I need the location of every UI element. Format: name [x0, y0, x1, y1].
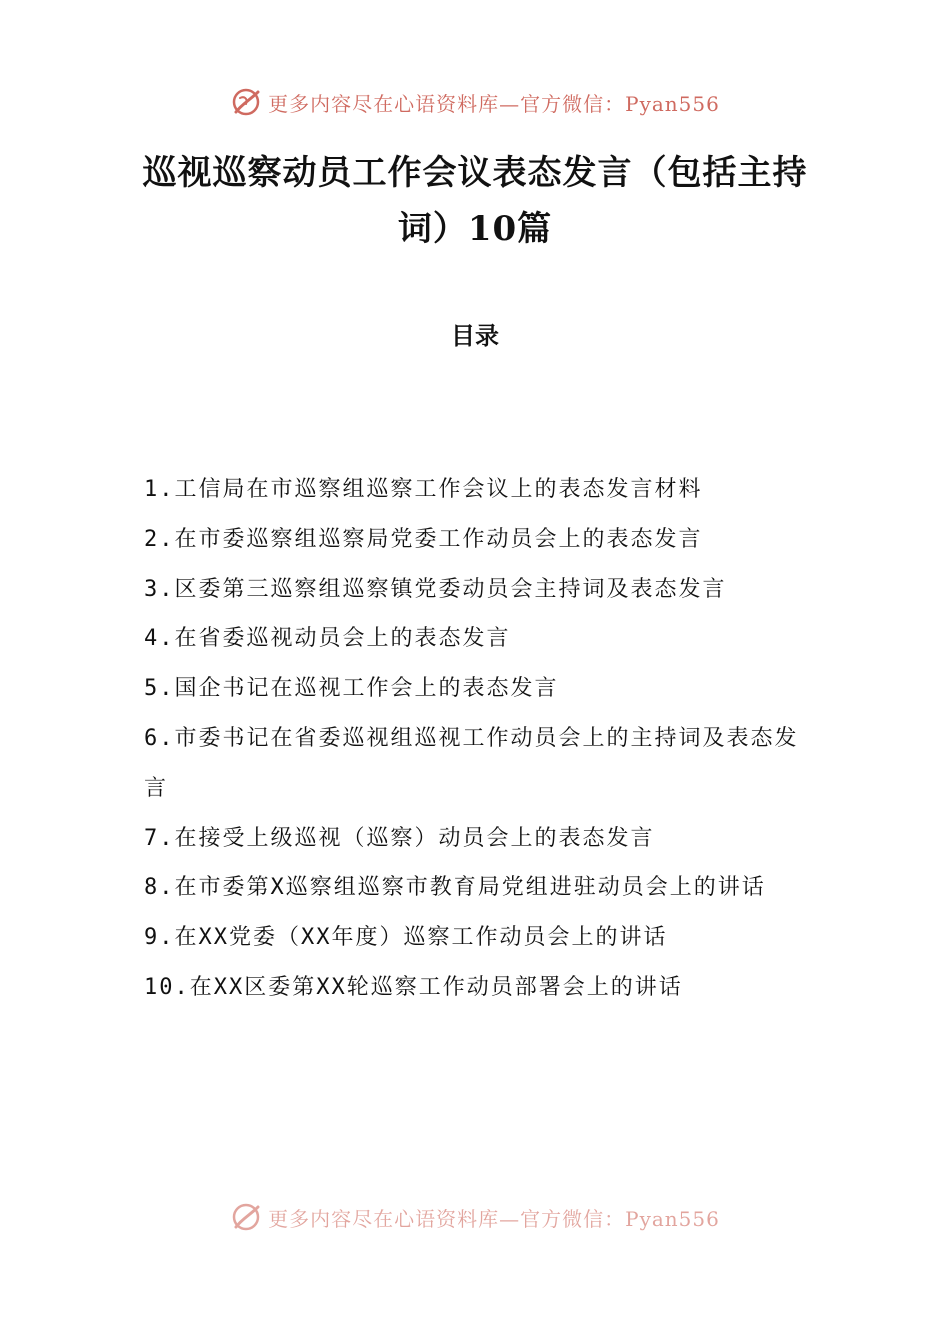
toc-item: 2.在市委巡察组巡察局党委工作动员会上的表态发言 [144, 526, 703, 552]
toc-heading: 目录 [451, 322, 499, 350]
toc-item: 4.在省委巡视动员会上的表态发言 [144, 626, 511, 652]
toc-item: 7.在接受上级巡视（巡察）动员会上的表态发言 [144, 825, 655, 851]
swirl-logo-icon [230, 1202, 262, 1232]
swirl-logo-icon [230, 86, 262, 118]
watermark-text: 更多内容尽在心语资料库—官方微信：Pyan556 [268, 1206, 720, 1231]
watermark-header [0, 82, 950, 122]
toc-item: 1.工信局在市巡察组巡察工作会议上的表态发言材料 [144, 477, 703, 502]
watermark-footer [0, 1202, 950, 1232]
toc-item: 5.国企书记在巡视工作会上的表态发言 [144, 676, 559, 702]
toc-item: 8.在市委第X巡察组巡察市教育局党组进驻动员会上的讲话 [144, 875, 766, 901]
table-of-contents [144, 465, 810, 1013]
document-title: 巡视巡察动员工作会议表态发言（包括主持词）10篇 [142, 153, 808, 249]
toc-item: 3.区委第三巡察组巡察镇党委动员会主持词及表态发言 [144, 576, 727, 602]
toc-item: 9.在XX党委（XX年度）巡察工作动员会上的讲话 [144, 925, 668, 951]
toc-item: 6.市委书记在省委巡视组巡视工作动员会上的主持词及表态发言 [144, 725, 799, 801]
watermark-text: 更多内容尽在心语资料库—官方微信：Pyan556 [268, 91, 720, 116]
toc-item: 10.在XX区委第XX轮巡察工作动员部署会上的讲话 [144, 974, 683, 1000]
